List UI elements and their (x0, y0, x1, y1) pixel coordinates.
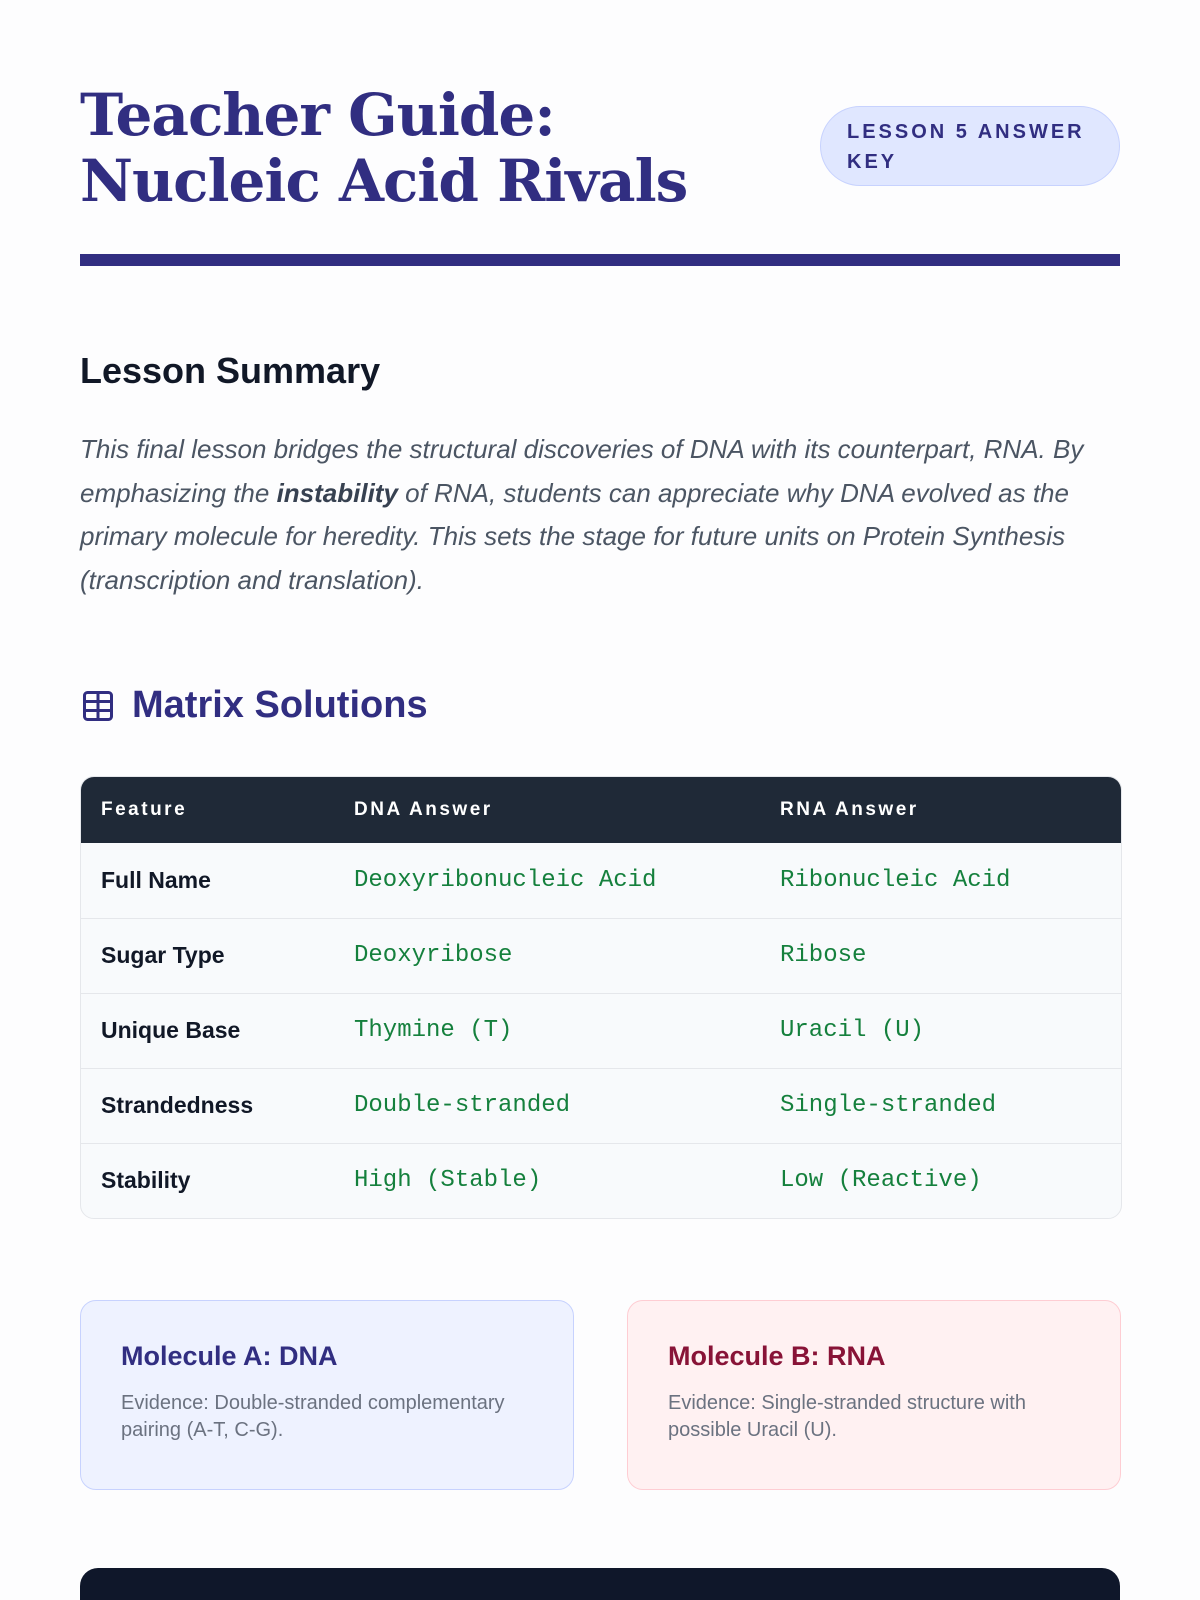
table-row (81, 1068, 1121, 1143)
feature-cell: Full Name (101, 866, 211, 893)
feature-cell: Stability (101, 1167, 191, 1194)
molecule-b-evidence: Evidence: Single-stranded structure with possible Uracil (U). (668, 1392, 1026, 1441)
summary-text (80, 428, 1120, 602)
header-divider (80, 254, 1120, 266)
summary-emphasis: instability (276, 477, 398, 508)
table-grid-icon (80, 688, 116, 724)
rna-answer-cell: Ribose (780, 942, 867, 969)
summary-heading: Lesson Summary (80, 350, 381, 391)
dna-answer-cell: High (Stable) (354, 1167, 542, 1195)
column-header-rna: RNA Answer (780, 799, 919, 820)
rna-answer-cell: Uracil (U) (780, 1017, 925, 1044)
matrix-table (80, 776, 1122, 1219)
feature-cell: Strandedness (101, 1092, 254, 1118)
page-title: Teacher Guide: Nucleic Acid Rivals (80, 81, 688, 215)
rna-answer-cell: Ribonucleic Acid (780, 866, 1011, 894)
table-row (81, 1143, 1121, 1218)
matrix-heading (80, 684, 428, 727)
footer-panel (80, 1568, 1120, 1600)
dna-answer-cell: Double-stranded (354, 1092, 571, 1119)
lesson-badge: LESSON 5 ANSWER KEY (820, 106, 1120, 186)
table-header-row (81, 777, 1121, 843)
page-header (80, 82, 1120, 222)
feature-cell: Sugar Type (101, 942, 225, 968)
molecule-a-evidence: Evidence: Double-stranded complementary pairing (A-T, C-G). (121, 1392, 505, 1441)
table-row (81, 843, 1121, 918)
table-row (81, 993, 1121, 1068)
molecule-b-title: Molecule B: RNA (668, 1341, 886, 1371)
rna-answer-cell: Single-stranded (780, 1092, 997, 1119)
molecule-a-card (80, 1300, 574, 1490)
column-header-dna: DNA Answer (354, 799, 493, 820)
dna-answer-cell: Deoxyribonucleic Acid (354, 866, 657, 894)
matrix-title: Matrix Solutions (132, 684, 428, 726)
column-header-feature: Feature (101, 799, 188, 820)
molecule-a-title: Molecule A: DNA (121, 1341, 338, 1371)
summary-text-before: This final lesson bridges the structural discoveries of DNA with its counterpart, RNA. By emphasizing the (80, 434, 1084, 508)
table-row (81, 918, 1121, 993)
dna-answer-cell: Thymine (T) (354, 1017, 513, 1044)
dna-answer-cell: Deoxyribose (354, 942, 513, 969)
feature-cell: Unique Base (101, 1017, 241, 1043)
molecule-b-card (627, 1300, 1121, 1490)
summary-text-after: of RNA, students can appreciate why DNA evolved as the primary molecule for heredity. This sets the stage for future units on Protein Synthesis (transcription and translation). (80, 477, 1069, 595)
rna-answer-cell: Low (Reactive) (780, 1167, 982, 1195)
